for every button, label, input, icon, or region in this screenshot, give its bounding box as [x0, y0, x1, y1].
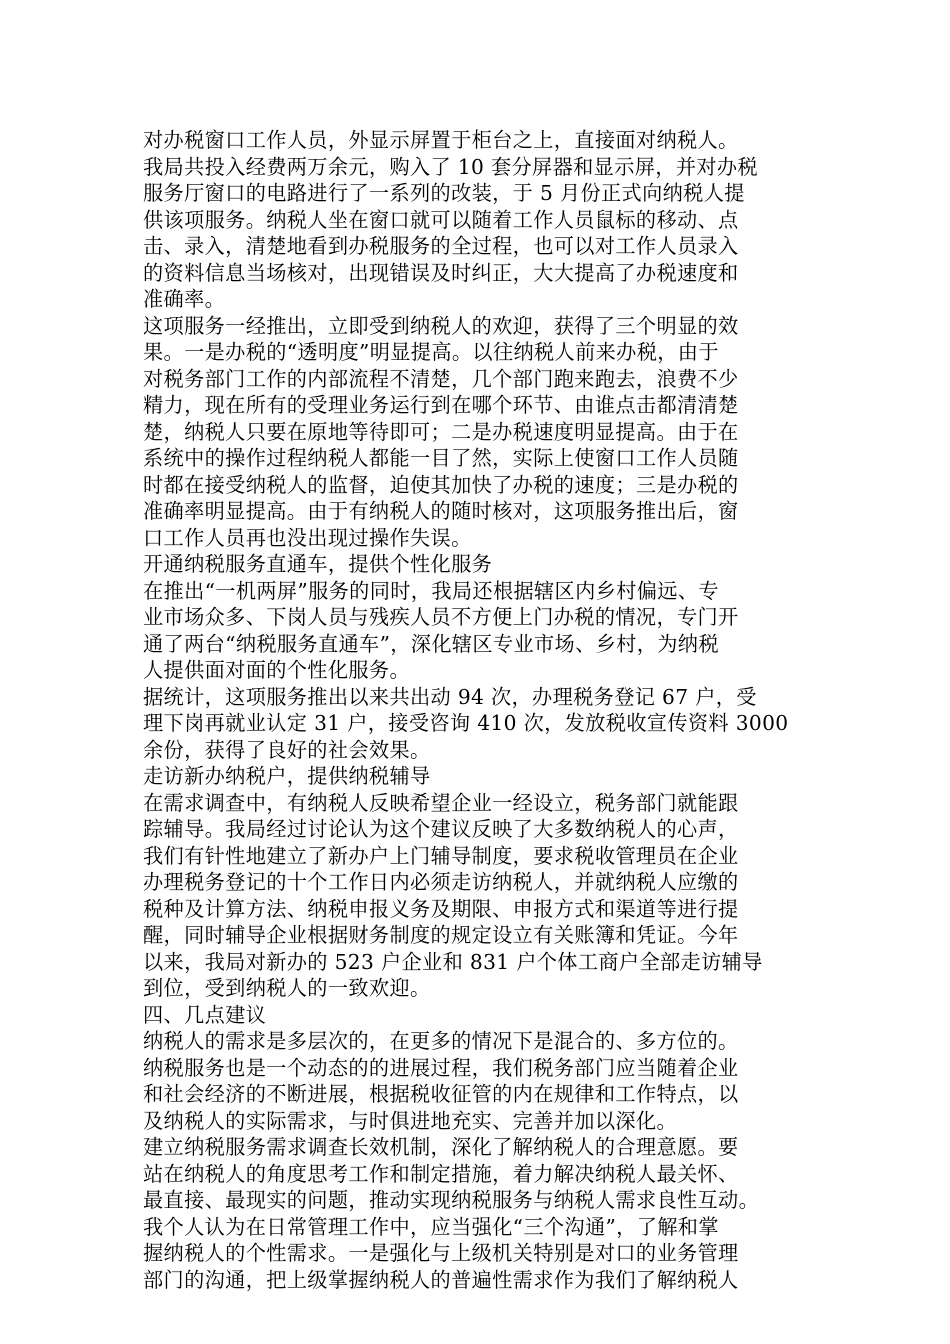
text-line: 在需求调查中，有纳税人反映希望企业一经设立，税务部门就能跟	[143, 790, 739, 815]
text-line: 果。一是办税的“透明度”明显提高。以往纳税人前来办税，由于	[143, 340, 719, 364]
text-line: 办理税务登记的十个工作日内必须走访纳税人，并就纳税人应缴的	[143, 870, 739, 894]
text-line: 余份，获得了良好的社会效果。	[143, 737, 431, 762]
text-line: 和社会经济的不断进展，根据税收征管的内在规律和工作特点，以	[143, 1082, 739, 1106]
text-line: 纳税服务也是一个动态的的进展过程，我们税务部门应当随着企业	[143, 1055, 739, 1080]
text-line: 理下岗再就业认定 31 户，接受咨询 410 次，发放税收宣传资料 3000	[143, 711, 789, 735]
text-line: 据统计，这项服务推出以来共出动 94 次，办理税务登记 67 户，受	[143, 684, 757, 709]
section-heading: 开通纳税服务直通车，提供个性化服务	[143, 552, 493, 576]
text-line: 对税务部门工作的内部流程不清楚，几个部门跑来跑去，浪费不少	[143, 366, 739, 391]
text-line: 口工作人员再也没出现过操作失误。	[143, 525, 472, 550]
text-line: 我们有针性地建立了新办户上门辅导制度，要求税收管理员在企业	[143, 843, 739, 868]
text-line: 业市场众多、下岗人员与残疾人员不方便上门办税的情况，专门开	[143, 605, 739, 629]
text-line: 供该项服务。纳税人坐在窗口就可以随着工作人员鼠标的移动、点	[143, 207, 739, 232]
text-line: 及纳税人的实际需求，与时俱进地充实、完善并加以深化。	[143, 1108, 677, 1133]
text-line: 我局共投入经费两万余元，购入了 10 套分屏器和显示屏，并对办税	[143, 154, 758, 179]
text-line: 精力，现在所有的受理业务运行到在哪个环节、由谁点击都清清楚	[143, 393, 739, 417]
text-line: 建立纳税服务需求调查长效机制，深化了解纳税人的合理意愿。要	[143, 1135, 739, 1159]
text-line: 最直接、最现实的问题，推动实现纳税服务与纳税人需求良性互动。	[143, 1188, 760, 1212]
text-line: 对办税窗口工作人员，外显示屏置于柜台之上，直接面对纳税人。	[143, 128, 739, 152]
text-line: 楚，纳税人只要在原地等待即可；二是办税速度明显提高。由于在	[143, 419, 739, 444]
text-line: 到位，受到纳税人的一致欢迎。	[143, 976, 431, 1000]
text-line: 在推出“一机两屏”服务的同时，我局还根据辖区内乡村偏远、专	[143, 578, 719, 603]
text-line: 服务厅窗口的电路进行了一系列的改装，于 5 月份正式向纳税人提	[143, 181, 745, 205]
text-line: 踪辅导。我局经过讨论认为这个建议反映了大多数纳税人的心声，	[143, 817, 739, 841]
text-line: 准确率。	[143, 287, 226, 311]
document-body	[143, 127, 833, 1293]
text-line: 纳税人的需求是多层次的，在更多的情况下是混合的、多方位的。	[143, 1029, 739, 1053]
text-line: 时都在接受纳税人的监督，迫使其加快了办税的速度；三是办税的	[143, 472, 739, 497]
text-line: 醒，同时辅导企业根据财务制度的规定设立有关账簿和凭证。今年	[143, 923, 739, 947]
text-line: 握纳税人的个性需求。一是强化与上级机关特别是对口的业务管理	[143, 1241, 739, 1265]
text-line: 税种及计算方法、纳税申报义务及期限、申报方式和渠道等进行提	[143, 896, 739, 921]
text-line: 的资料信息当场核对，出现错误及时纠正，大大提高了办税速度和	[143, 260, 739, 285]
text-line: 站在纳税人的角度思考工作和制定措施，着力解决纳税人最关怀、	[143, 1161, 739, 1186]
text-line: 以来，我局对新办的 523 户企业和 831 户个体工商户全部走访辅导	[143, 949, 763, 974]
text-line: 人提供面对面的个性化服务。	[143, 658, 410, 682]
text-line: 系统中的操作过程纳税人都能一目了然，实际上使窗口工作人员随	[143, 446, 739, 470]
text-line: 部门的沟通，把上级掌握纳税人的普遍性需求作为我们了解纳税人	[143, 1267, 739, 1292]
text-line: 这项服务一经推出，立即受到纳税人的欢迎，获得了三个明显的效	[143, 313, 739, 338]
text-line: 击、录入，清楚地看到办税服务的全过程，也可以对工作人员录入	[143, 234, 739, 258]
text-line: 通了两台“纳税服务直通车”，深化辖区专业市场、乡村，为纳税	[143, 631, 719, 656]
text-line: 我个人认为在日常管理工作中，应当强化“三个沟通”，了解和掌	[143, 1214, 719, 1239]
section-heading: 走访新办纳税户，提供纳税辅导	[143, 764, 431, 788]
text-line: 准确率明显提高。由于有纳税人的随时核对，这项服务推出后，窗	[143, 499, 739, 523]
section-heading: 四、几点建议	[143, 1002, 267, 1027]
